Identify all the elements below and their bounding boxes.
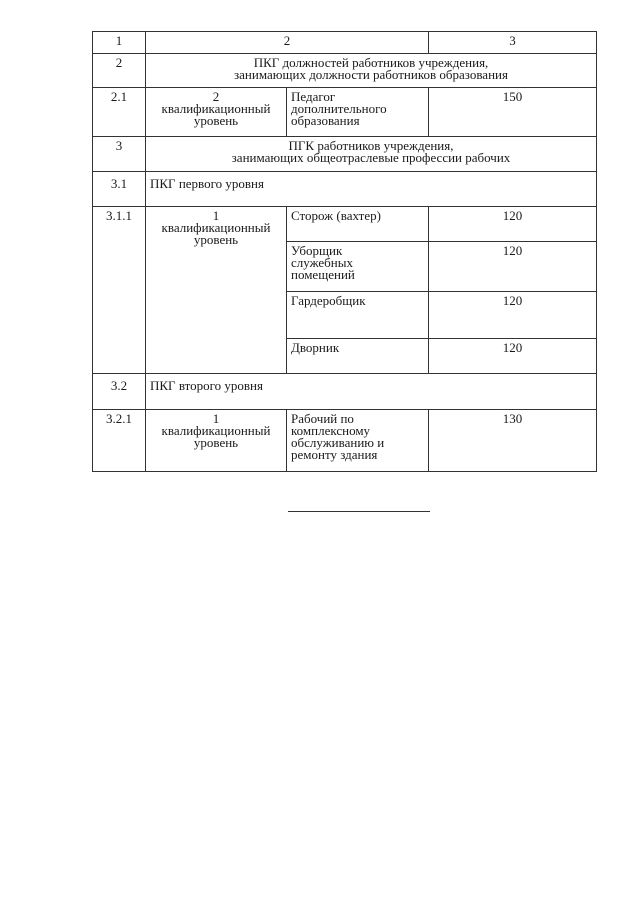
group-row-3 xyxy=(93,137,597,172)
header-col-3: 3 xyxy=(429,32,597,54)
subgroup-title: ПКГ первого уровня xyxy=(146,172,597,207)
qualification-level xyxy=(146,410,287,472)
row-number: 3.1 xyxy=(93,172,146,207)
position-line: Рабочий по xyxy=(291,411,354,426)
position-line: Педагог xyxy=(291,89,336,104)
header-col-2: 2 xyxy=(146,32,429,54)
position-name: Дворник xyxy=(287,339,429,374)
level-number: 2 xyxy=(212,89,220,104)
table-row-3-1-1 xyxy=(93,207,597,242)
row-number: 2.1 xyxy=(93,88,146,137)
row-number: 3.1.1 xyxy=(93,207,146,374)
position-line: комплексному xyxy=(291,423,371,438)
group-title-line: ПГК работников учреждения, xyxy=(288,138,454,153)
qualification-level xyxy=(146,88,287,137)
coefficient-value: 120 xyxy=(429,207,597,242)
coefficient-value: 120 xyxy=(429,242,597,292)
position-name: Гардеробщик xyxy=(287,292,429,339)
row-number: 3.2 xyxy=(93,374,146,410)
group-title-line: занимающих должности работников образования xyxy=(234,67,508,82)
subgroup-row-3-2 xyxy=(93,374,597,410)
table-row-3-2-1 xyxy=(93,410,597,472)
coefficient-value: 120 xyxy=(429,292,597,339)
coefficient-value: 120 xyxy=(429,339,597,374)
salary-table xyxy=(92,31,597,472)
group-title-line: ПКГ должностей работников учреждения, xyxy=(253,55,489,70)
position-line: Уборщик xyxy=(291,243,343,258)
coefficient-value: 150 xyxy=(429,88,597,137)
level-label: квалификационный xyxy=(161,220,271,235)
position-line: образования xyxy=(291,113,360,128)
position-line: дополнительного xyxy=(291,101,387,116)
position-name xyxy=(287,88,429,137)
subgroup-row-3-1 xyxy=(93,172,597,207)
subgroup-title: ПКГ второго уровня xyxy=(146,374,597,410)
position-line: ремонту здания xyxy=(291,447,378,462)
group-title-line: занимающих общеотраслевые профессии рабочих xyxy=(231,150,511,165)
level-label: уровень xyxy=(193,435,239,450)
group-title xyxy=(146,54,597,88)
row-number: 3.2.1 xyxy=(93,410,146,472)
level-number: 1 xyxy=(212,208,220,223)
position-line: помещений xyxy=(291,267,355,282)
header-col-1: 1 xyxy=(93,32,146,54)
position-name xyxy=(287,242,429,292)
level-label: уровень xyxy=(193,232,239,247)
position-name: Сторож (вахтер) xyxy=(287,207,429,242)
level-label: квалификационный xyxy=(161,423,271,438)
group-row-2 xyxy=(93,54,597,88)
table-row-2-1 xyxy=(93,88,597,137)
position-line: обслуживанию и xyxy=(291,435,385,450)
row-number: 2 xyxy=(93,54,146,88)
position-line: служебных xyxy=(291,255,353,270)
position-name xyxy=(287,410,429,472)
level-label: уровень xyxy=(193,113,239,128)
header-row xyxy=(93,32,597,54)
qualification-level xyxy=(146,207,287,374)
row-number: 3 xyxy=(93,137,146,172)
level-number: 1 xyxy=(212,411,220,426)
end-separator-line xyxy=(288,511,430,512)
coefficient-value: 130 xyxy=(429,410,597,472)
level-label: квалификационный xyxy=(161,101,271,116)
group-title xyxy=(146,137,597,172)
